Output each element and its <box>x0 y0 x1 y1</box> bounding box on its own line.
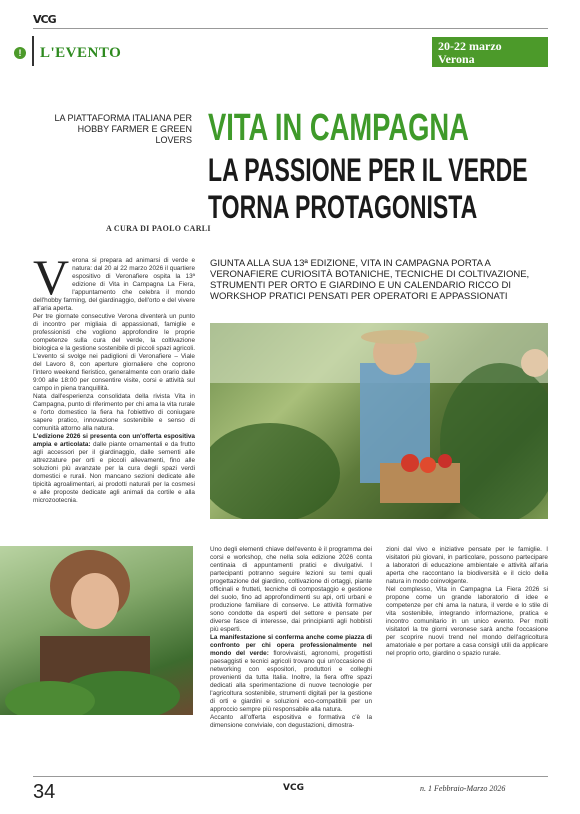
headline-line-2: TORNA PROTAGONISTA <box>208 189 478 225</box>
issue-label: n. 1 Febbraio-Marzo 2026 <box>420 784 506 793</box>
photo-woman-gardening <box>0 546 193 715</box>
magazine-logo: VCG <box>33 13 56 26</box>
paragraph: Nel complesso, Vita in Campagna La Fiera 2026 si propone come un grande laboratorio di idee e competenze per chi ama la natura, il verde e lo stile di vita sostenibile, integrando informazione, pratica e incontro comunitario in un unico evento. Per molti visitatori la tre giorni veronese sarà anche l'occasione per scoprire nuovi trend nel mondo dell'agricoltura amatoriale e per portare a casa consigli utili da applicare nel proprio orto, giardino o spazio rurale. <box>386 586 548 657</box>
article-lead: GIUNTA ALLA SUA 13ª EDIZIONE, VITA IN CAMPAGNA PORTA A VERONAFIERE CURIOSITÀ BOTANICHE, TECNICHE DI COLTIVAZIONE, STRUMENTI PER ORTO E GIARDINO E UN CALENDARIO RICCO DI WORKSHOP PRATICI PENSATI PER OPERATORI E APPASSIONATI <box>210 258 530 302</box>
page-number: 34 <box>33 781 56 803</box>
event-dates: 20-22 marzo <box>438 39 502 53</box>
headline-green: VITA IN CAMPAGNA <box>208 107 469 149</box>
footer-logo: VCG <box>283 783 304 793</box>
paragraph: Uno degli elementi chiave dell'evento è il programma dei corsi e workshop, che nella sola edizione 2026 conta centinaia di appuntamenti pratici e divulgativi. I partecipanti potranno seguire lezioni su temi quali progettazione del giardino, coltivazione di ortaggi, piante officinali e frutteti, tecniche di compostaggio e gestione del suolo, fino ad approfondimenti su api, orti urbani e produzione familiare di conserve. Le attività formative sono condotte da esperti del settore e pensate per diverse fasce di interesse, dai principianti agli hobbisti più esperti. <box>210 546 372 633</box>
byline: A CURA DI PAOLO CARLI <box>106 224 211 233</box>
article-kicker: LA PIATTAFORMA ITALIANA PER HOBBY FARMER E GREEN LOVERS <box>54 113 192 145</box>
article-column-1 <box>33 249 195 505</box>
photo-gardener-harvest <box>210 323 548 519</box>
footer-divider <box>33 776 548 777</box>
info-icon: ! <box>14 47 26 59</box>
paragraph: Nata dall'esperienza consolidata della rivista Vita in Campagna, punto di riferimento per chi ama la vita rurale e l'orto domestico la fiera ha l'obiettivo di coniugare sapere pratico, innovazione sostenibile e senso di comunità attorno alla natura. <box>33 393 195 432</box>
article-column-3 <box>386 546 548 658</box>
paragraph: erona si prepara ad animarsi di verde e natura: dal 20 al 22 marzo 2026 il quartiere espositivo di Veronafiere ospita la 13ª edizione di Vita in Campagna La Fiera, l'appuntamento che celebra il mondo dell'hobby farming, del giardinaggio, dell'orto e del vivere all'aria aperta. <box>33 257 195 312</box>
event-date-box <box>432 37 548 67</box>
event-city: Verona <box>438 52 475 66</box>
header-divider <box>33 28 548 29</box>
paragraph <box>210 634 372 714</box>
photo-illustration <box>0 546 193 715</box>
paragraph-lead-bold: La manifestazione si conferma anche come piazza di confronto per chi opera professionalmente nel mondo del verde: <box>210 634 372 657</box>
paragraph <box>33 433 195 505</box>
section-label: L'EVENTO <box>40 45 122 61</box>
paragraph: Accanto all'offerta espositiva e formativa c'è la dimensione conviviale, con degustazioni, dimostra- <box>210 714 372 729</box>
headline-line-1: LA PASSIONE PER IL VERDE <box>208 152 528 188</box>
paragraph-text: dalle piante ornamentali e da frutto agli accessori per il giardinaggio, dalle sementi alle attrezzature per orti e piccoli allevamenti, fino alle soluzioni più avanzate per la cura degli spazi verdi domestici e rurali. Non mancano sezioni dedicate alle tipicità agroalimentari, ai prodotti naturali per la cosmesi e alle proposte dedicate agli animali da cortile e alla microzootecnia. <box>33 441 195 504</box>
paragraph-lead-bold: L'edizione 2026 si presenta con un'offerta espositiva ampia e articolata: <box>33 433 195 448</box>
article-column-2 <box>210 546 372 730</box>
section-bar <box>32 36 34 66</box>
photo-illustration <box>210 323 548 519</box>
paragraph-text: florovivaisti, agronomi, progettisti paesaggisti e tecnici agricoli trovano qui un'occasione di networking con espositori, produttori e colleghi provenienti da tutta Italia. Inoltre, la fiera offre spazi dedicati alla sperimentazione di nuove tecnologie per l'agricoltura sostenibile, strumenti digitali per la gestione di orti e giardini e soluzioni eco-compatibili per un approccio sempre più responsabile alla natura. <box>210 650 372 713</box>
headline-main <box>208 152 528 226</box>
paragraph: zioni dal vivo e iniziative pensate per le famiglie. I visitatori più giovani, in particolare, possono partecipare a laboratori di educazione ambientale e attività all'aria aperta che raccontano la biodiversità e il ciclo della natura in modo coinvolgente. <box>386 546 548 585</box>
paragraph: Per tre giornate consecutive Verona diventerà un punto di incontro per migliaia di appassionati, famiglie e professionisti che vogliono approfondire le proprie competenze sulla cura del verde, la coltivazione biologica e la gestione sostenibile di piccoli spazi agricoli. L'evento si svolge nei padiglioni di Veronafiere – Viale del Lavoro 8, con aperture giornaliere che coprono l'intero weekend fieristico, generalmente con orario dalle 9:00 alle 18:00 per consentire visite, corsi e attività sul campo in piena tranquillità. <box>33 313 195 392</box>
drop-cap: V <box>33 249 70 305</box>
